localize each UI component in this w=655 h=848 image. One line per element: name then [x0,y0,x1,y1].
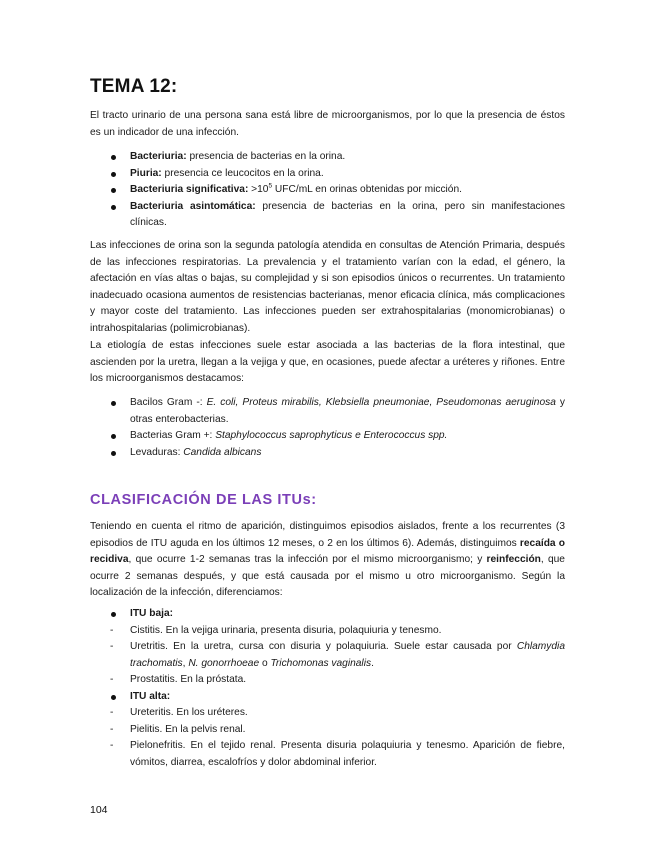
gram-pos-label: Bacterias Gram +: [130,430,216,441]
term-recaida: recaída o recidiva [90,537,565,565]
definition: presencia de bacterias en la orina. [186,151,346,162]
text-segment: , [182,657,189,669]
gram-pos-species: Staphylococcus saprophyticus e Enterococcus spp. [215,430,448,441]
list-item [90,639,565,672]
list-item: - Pielonefritis. En el tejido renal. Presenta disuria polaquiuria y tenesmo. Aparición de fiebre, vómitos, diarrea, escalofríos y dolor abdominal inferior. [90,738,565,771]
text-segment: Teniendo en cuenta el ritmo de aparición, distinguimos episodios aislados, frente a los recurrentes (3 episodios de ITU aguda en los últimos 12 meses, o 2 en los últimos 6). Además, distinguimos [90,521,565,549]
list-item: - Ureteritis. En los uréteres. [90,705,565,722]
text-segment: , que ocurre 2 semanas después, y que está causada por el mismo u otro microorganismo. Según la localización de la infección, diferenciamos: [90,554,565,598]
list-item [90,428,565,445]
gram-neg-species: E. coli, Proteus mirabilis, Klebsiella pneumoniae, Pseudomonas aeruginosa [206,397,556,408]
list-item: - Pielitis. En la pelvis renal. [90,722,565,739]
gram-neg-label: Bacilos Gram -: [130,397,207,408]
definition: presencia de bacterias en la orina, pero sin manifestaciones clínicas. [130,200,565,228]
page-number: 104 [90,804,108,816]
itu-high-label: ITU alta: [130,690,171,702]
itu-list [90,606,565,771]
section-title: CLASIFICACIÓN DE LAS ITUs: [90,492,317,508]
prevalence-paragraph: Las infecciones de orina son la segunda patología atendida en consultas de Atención Primaria, después de las infecciones respiratorias. La prevalencia y el tratamiento varían con la edad, el género, la afectación en vías altas o bajas, su complejidad y si son episodios únicos o recurrentes. Un tratamiento inadecuado ocasiona aumentos de resistencias bacterianas, menor eficacia clínica, más complicaciones y mayor coste del tratamiento. Las infecciones pueden ser extrahospitalarias (monomicrobianas) o intrahospitalarias (polimicrobianas). [90,240,565,334]
term: Bacteriuria: [130,151,187,162]
list-item [90,606,565,623]
definitions-list [90,149,565,232]
list-item: - Cistitis. En la vejiga urinaria, presenta disuria, polaquiuria y tenesmo. [90,623,565,640]
intro-paragraph: El tracto urinario de una persona sana está libre de microorganismos, por lo que la presencia de éstos es un indicador de una infección. [90,110,565,138]
list-item [90,182,565,199]
species: N. gonorrhoeae [188,657,260,669]
text-segment: Uretritis. En la uretra, cursa con disuria y polaquiuria. Suele estar causada por [130,641,517,652]
organisms-list [90,395,565,461]
list-item [90,445,565,462]
yeast-label: Levaduras: [130,446,184,458]
etiology-paragraph: La etiología de estas infecciones suele estar asociada a las bacterias de la flora intestinal, que ascienden por la uretra, llegan a la vejiga y que, en ocasiones, puede afectar a uréteres y riñones. Entre los microorganismos destacamos: [90,340,565,384]
gram-neg-tail: y otras enterobacterias. [130,397,565,425]
species: Chlamydia trachomatis [130,641,565,669]
term: Piuria: [130,167,162,179]
classification-paragraph [90,519,565,602]
itu-low-label: ITU baja: [130,608,174,619]
list-item [90,689,565,706]
superscript: 5 [268,182,273,190]
term-reinfeccion: reinfección [486,554,541,565]
term: Bacteriuria asintomática: [130,200,256,212]
list-item: - Prostatitis. En la próstata. [90,672,565,689]
definition: presencia ce leucocitos en la orina. [161,167,324,179]
species: Trichomonas vaginalis [270,657,372,669]
page-title: TEMA 12: [90,76,178,97]
list-item [90,199,565,232]
text-segment: , que ocurre 1-2 semanas tras la infección por el mismo microorganismo; y [128,554,487,565]
text-segment: . [371,657,374,669]
list-item [90,166,565,183]
definition-prefix: >10 [248,184,269,195]
term: Bacteriuria significativa: [130,184,249,195]
list-item [90,395,565,428]
text-segment: o [259,657,271,669]
definition: UFC/mL en orinas obtenidas por micción. [272,184,462,195]
yeast-species: Candida albicans [183,446,262,458]
list-item [90,149,565,166]
